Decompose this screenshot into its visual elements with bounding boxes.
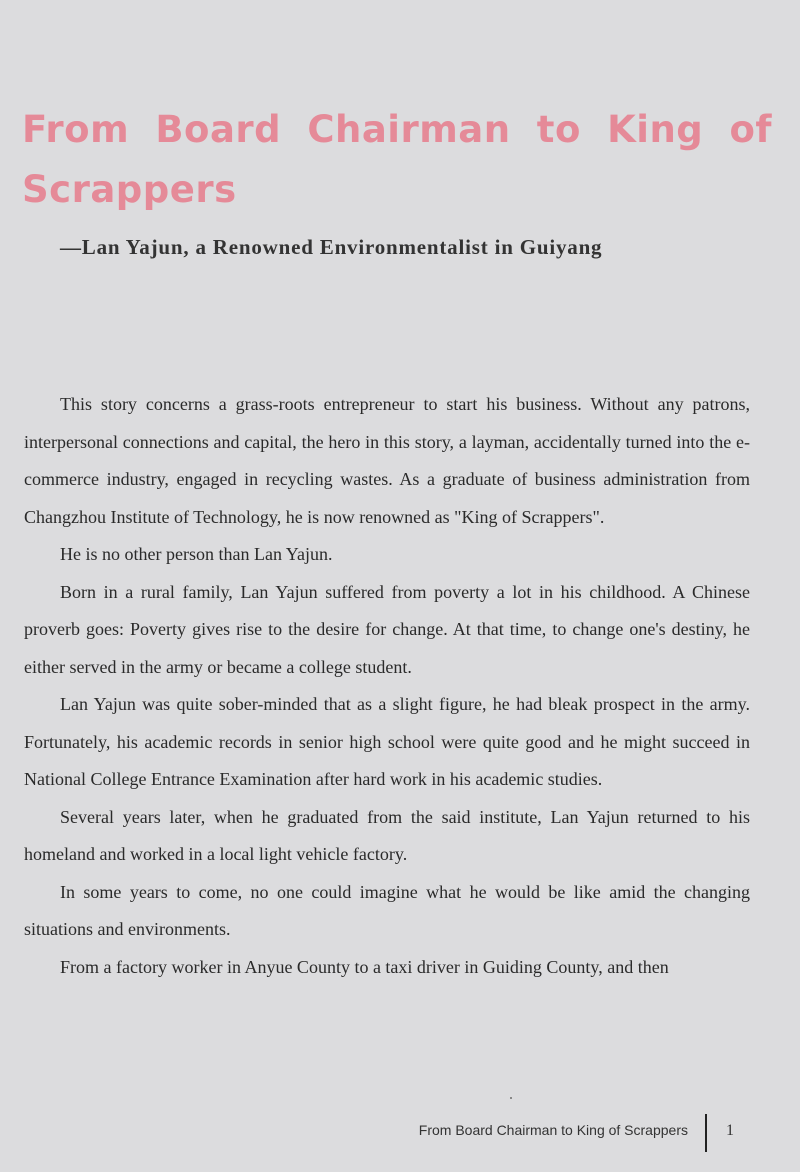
article-subtitle: —Lan Yajun, a Renowned Environmentalist in Guiyang <box>60 235 603 259</box>
body-paragraph: This story concerns a grass-roots entrepreneur to start his business. Without any patrons, interpersonal connections and capital, the hero in this story, a layman, accidentally turned into the e-commerce industry, engaged in recycling wastes. As a graduate of business administration from Changzhou Institute of Technology, he is now renowned as "King of Scrappers". <box>24 394 750 527</box>
body-paragraph: In some years to come, no one could imagine what he would be like amid the changing situations and environments. <box>24 881 750 939</box>
body-paragraph: He is no other person than Lan Yajun. <box>60 544 333 564</box>
footer-divider <box>705 1114 707 1152</box>
body-paragraph: Lan Yajun was quite sober-minded that as a slight figure, he had bleak prospect in the army. Fortunately, his academic records in senior high school were quite good and he might succeed in National College Entrance Examination after hard work in his academic studies. <box>24 694 750 789</box>
article-body <box>24 386 750 986</box>
article-title: From Board Chairman to King of Scrappers <box>22 108 772 211</box>
body-paragraph: Several years later, when he graduated from the said institute, Lan Yajun returned to his homeland and worked in a local light vehicle factory. <box>24 806 750 864</box>
body-paragraph: Born in a rural family, Lan Yajun suffered from poverty a lot in his childhood. A Chinese proverb goes: Poverty gives rise to the desire for change. At that time, to change one's destiny, he either served in the army or became a college student. <box>24 581 750 677</box>
page-number: 1 <box>726 1122 734 1139</box>
scan-speck <box>510 1097 512 1099</box>
running-footer-title: From Board Chairman to King of Scrappers <box>418 1122 688 1138</box>
body-paragraph: From a factory worker in Anyue County to a taxi driver in Guiding County, and then <box>60 956 669 977</box>
